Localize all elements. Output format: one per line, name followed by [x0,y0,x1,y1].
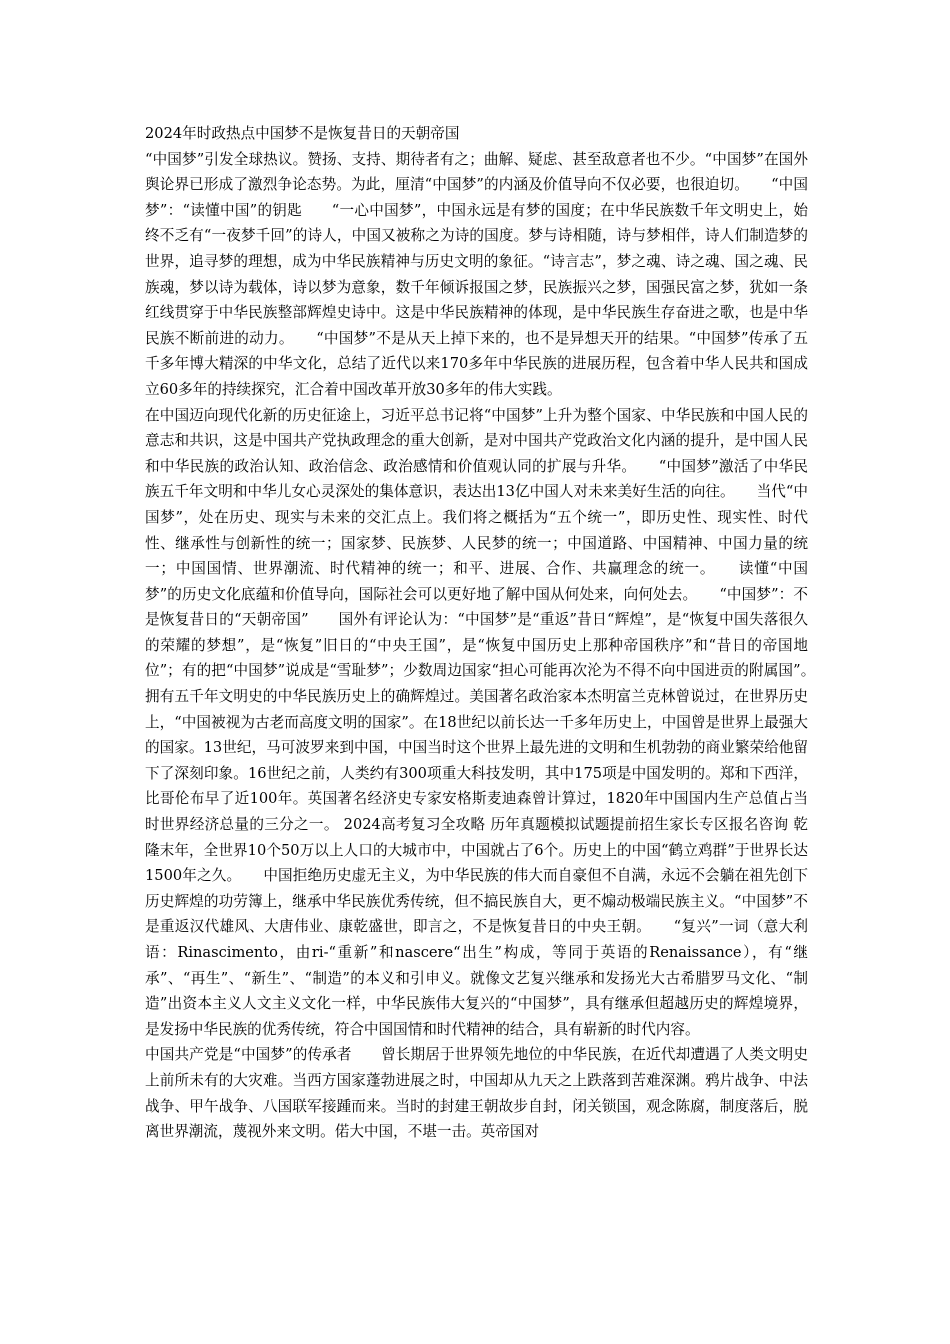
document-title: 2024年时政热点中国梦不是恢复昔日的天朝帝国 [145,125,460,142]
paragraph-3: 中国共产党是“中国梦”的传承者 曾长期居于世界领先地位的中华民族，在近代却遭遇了人类文明史上前所未有的大灾难。当西方国家蓬勃进展之时，中国却从九天之上跌落到苦难深渊。鸦片战争、中法战争、甲午战争、八国联军接踵而来。当时的封建王朝故步自封，闭关锁国，观念陈腐，制度落后，脱离世界潮流，蔑视外来文明。偌大中国，不堪一击。英帝国对 [145,1046,808,1141]
paragraph-1: “中国梦”引发全球热议。赞扬、支持、期待者有之；曲解、疑虑、甚至敌意者也不少。“中国梦”在国外舆论界已形成了激烈争论态势。为此，厘清“中国梦”的内涵及价值导向不仅必要，也很迫切。 “中国梦”：“读懂中国”的钥匙 “一心中国梦”，中国永远是有梦的国度；在中华民族数千年文明史上，始终不乏有“一夜梦千回”的诗人，中国又被称之为诗的国度。梦与诗相随，诗与梦相伴，诗人们制造梦的世界，追寻梦的理想，成为中华民族精神与历史文明的象征。“诗言志”，梦之魂、诗之魂、国之魂、民族魂，梦以诗为载体，诗以梦为意象，数千年倾诉报国之梦，民族振兴之梦，国强民富之梦，犹如一条红线贯穿于中华民族整部辉煌史诗中。这是中华民族精神的体现，是中华民族生存奋进之歌，也是中华民族不断前进的动力。 “中国梦”不是从天上掉下来的，也不是异想天开的结果。“中国梦”传承了五千多年博大精深的中华文化，总结了近代以来170多年中华民族的进展历程，包含着中华人民共和国成立60多年的持续探究，汇合着中国改革开放30多年的伟大实践。 [145,150,808,398]
document-body [145,121,838,1145]
paragraph-2: 在中国迈向现代化新的历史征途上，习近平总书记将“中国梦”上升为整个国家、中华民族和中国人民的意志和共识，这是中国共产党执政理念的重大创新，是对中国共产党政治文化内涵的提升，是中国人民和中华民族的政治认知、政治信念、政治感情和价值观认同的扩展与升华。 “中国梦”激活了中华民族五千年文明和中华儿女心灵深处的集体意识，表达出13亿中国人对未来美好生活的向往。 当代“中国梦”，处在历史、现实与未来的交汇点上。我们将之概括为“五个统一”，即历史性、现实性、时代性、继承性与创新性的统一；国家梦、民族梦、人民梦的统一；中国道路、中国精神、中国力量的统一；中国国情、世界潮流、时代精神的统一；和平、进展、合作、共赢理念的统一。 读懂“中国梦”的历史文化底蕴和价值导向，国际社会可以更好地了解中国从何处来，向何处去。 “中国梦”：不是恢复昔日的“天朝帝国” 国外有评论认为：“中国梦”是“重返”昔日“辉煌”，是“恢复中国失落很久的荣耀的梦想”，是“恢复”旧日的“中央王国”，是“恢复中国历史上那种帝国秩序”和“昔日的帝国地位”；有的把“中国梦”说成是“雪耻梦”；少数周边国家“担心可能再次沦为不得不向中国进贡的附属国”。 拥有五千年文明史的中华民族历史上的确辉煌过。美国著名政治家本杰明富兰克林曾说过，在世界历史上，“中国被视为古老而高度文明的国家”。在18世纪以前长达一千多年历史上，中国曾是世界上最强大的国家。13世纪，马可波罗来到中国，中国当时这个世界上最先进的文明和生机勃勃的商业繁荣给他留下了深刻印象。16世纪之前，人类约有300项重大科技发明，其中175项是中国发明的。郑和下西洋，比哥伦布早了近100年。英国著名经济史专家安格斯麦迪森曾计算过，1820年中国国内生产总值占当时世界经济总量的三分之一。 2024高考复习全攻略 历年真题模拟试题提前招生家长专区报名咨询 乾隆末年，全世界10个50万以上人口的大城市中，中国就占了6个。历史上的中国“鹤立鸡群”于世界长达1500年之久。 中国拒绝历史虚无主义，为中华民族的伟大而自豪但不自满，永远不会躺在祖先创下历史辉煌的功劳簿上，继承中华民族优秀传统，但不搞民族自大，更不煽动极端民族主义。“中国梦”不是重返汉代雄风、大唐伟业、康乾盛世，即言之，不是恢复昔日的中央王朝。 “复兴”一词（意大利语：Rinascimento，由ri-“重新”和nascere“出生”构成，等同于英语的Renaissance），有“继承”、“再生”、“新生”、“制造”的本义和引申义。就像文艺复兴继承和发扬光大古希腊罗马文化、“制造”出资本主义人文主义文化一样，中华民族伟大复兴的“中国梦”，具有继承但超越历史的辉煌境界，是发扬中华民族的优秀传统，符合中国国情和时代精神的结合，具有崭新的时代内容。 [145,406,838,1038]
